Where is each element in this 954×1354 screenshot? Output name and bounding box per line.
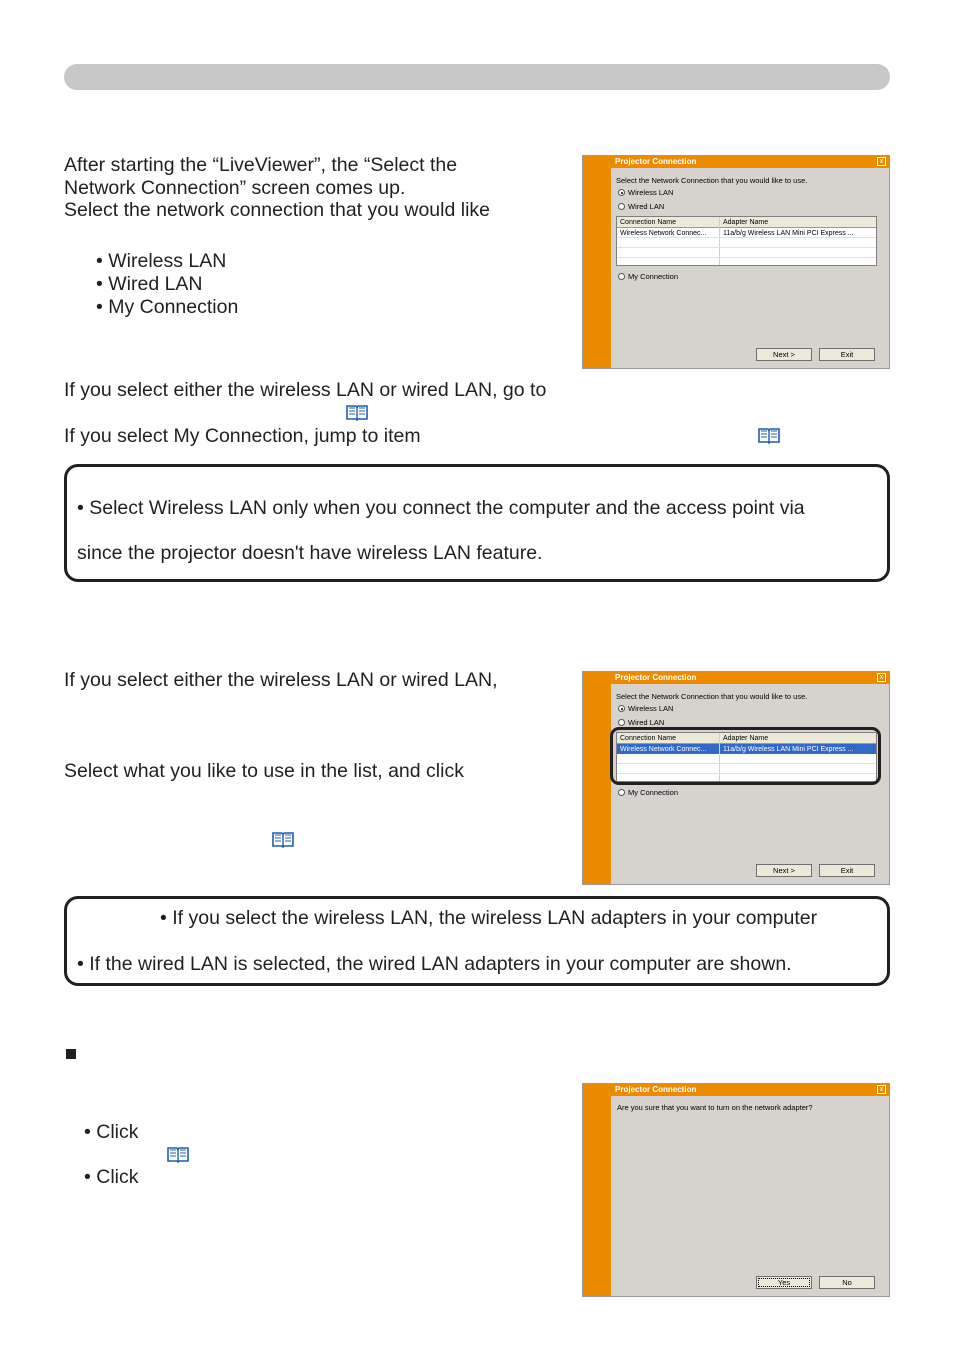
square-bullet-icon	[66, 1049, 76, 1059]
radio-label-my-connection: My Connection	[628, 272, 679, 281]
radio-label-my-connection: My Connection	[628, 788, 679, 797]
adapter-list[interactable]	[616, 216, 877, 266]
close-icon[interactable]: x	[877, 1085, 886, 1094]
yes-button[interactable]: Yes	[756, 1276, 812, 1289]
next-button[interactable]: Next >	[756, 348, 812, 361]
book-icon[interactable]	[167, 1146, 189, 1163]
dialog-prompt: Select the Network Connection that you would like to use.	[616, 692, 808, 701]
intro-text-line1: After starting the “LiveViewer”, the “Select the	[64, 154, 458, 176]
dialog-title: Projector Connection	[615, 157, 697, 166]
column-header-connection-name[interactable]: Connection Name	[620, 219, 677, 226]
list-highlight-frame	[610, 727, 881, 785]
click-line2: • Click	[84, 1166, 139, 1188]
dialog-title: Projector Connection	[615, 673, 697, 682]
close-icon[interactable]: x	[877, 673, 886, 682]
bullet-wireless-lan: • Wireless LAN	[96, 250, 227, 272]
book-icon[interactable]	[272, 831, 294, 848]
radio-label-wireless-lan: Wireless LAN	[628, 188, 674, 197]
row-connection-name[interactable]: Wireless Network Connec...	[620, 746, 707, 753]
note2-line2: • If the wired LAN is selected, the wired LAN adapters in your computer are shown.	[77, 953, 792, 975]
click-line1: • Click	[84, 1121, 139, 1143]
dialog-prompt: Select the Network Connection that you would like to use.	[616, 176, 808, 185]
radio-my-connection[interactable]	[618, 789, 625, 796]
note1-line2: since the projector doesn't have wireless LAN feature.	[77, 542, 543, 564]
radio-wired-lan[interactable]	[618, 203, 625, 210]
row-adapter-name[interactable]: 11a/b/g Wireless LAN Mini PCI Express ...	[723, 230, 854, 237]
dialog-confirm-prompt: Are you sure that you want to turn on the network adapter?	[617, 1103, 813, 1112]
no-button[interactable]: No	[819, 1276, 875, 1289]
row-adapter-name[interactable]: 11a/b/g Wireless LAN Mini PCI Express ...	[723, 746, 854, 753]
radio-my-connection[interactable]	[618, 273, 625, 280]
row-connection-name[interactable]: Wireless Network Connec...	[620, 230, 707, 237]
intro-text-line3: Select the network connection that you would like	[64, 199, 491, 221]
column-header-connection-name[interactable]: Connection Name	[620, 735, 677, 742]
intro-text-line2: Network Connection” screen comes up.	[64, 177, 406, 199]
bullet-my-connection: • My Connection	[96, 296, 239, 318]
dialog-turn-on-adapter	[582, 1083, 890, 1297]
column-header-adapter-name[interactable]: Adapter Name	[723, 219, 769, 226]
section2-line1: If you select either the wireless LAN or wired LAN,	[64, 669, 498, 691]
instruction-line-jump: If you select My Connection, jump to item	[64, 425, 421, 447]
column-header-adapter-name[interactable]: Adapter Name	[723, 735, 769, 742]
dialog-title: Projector Connection	[615, 1085, 697, 1094]
next-button[interactable]: Next >	[756, 864, 812, 877]
book-icon[interactable]	[346, 404, 368, 421]
exit-button[interactable]: Exit	[819, 348, 875, 361]
dialog-select-network-connection	[582, 155, 890, 369]
instruction-line-goto: If you select either the wireless LAN or wired LAN, go to	[64, 379, 547, 401]
radio-wireless-lan[interactable]	[618, 705, 625, 712]
radio-label-wireless-lan: Wireless LAN	[628, 704, 674, 713]
note1-line1: • Select Wireless LAN only when you connect the computer and the access point via	[77, 497, 805, 519]
radio-wireless-lan[interactable]	[618, 189, 625, 196]
radio-wired-lan[interactable]	[618, 719, 625, 726]
book-icon[interactable]	[758, 427, 780, 444]
section-header-bar	[64, 64, 890, 90]
radio-label-wired-lan: Wired LAN	[628, 718, 665, 727]
radio-label-wired-lan: Wired LAN	[628, 202, 665, 211]
exit-button[interactable]: Exit	[819, 864, 875, 877]
bullet-wired-lan: • Wired LAN	[96, 273, 203, 295]
section2-line2: Select what you like to use in the list, and click	[64, 760, 464, 782]
note2-line1: • If you select the wireless LAN, the wireless LAN adapters in your computer	[160, 907, 818, 929]
close-icon[interactable]: x	[877, 157, 886, 166]
